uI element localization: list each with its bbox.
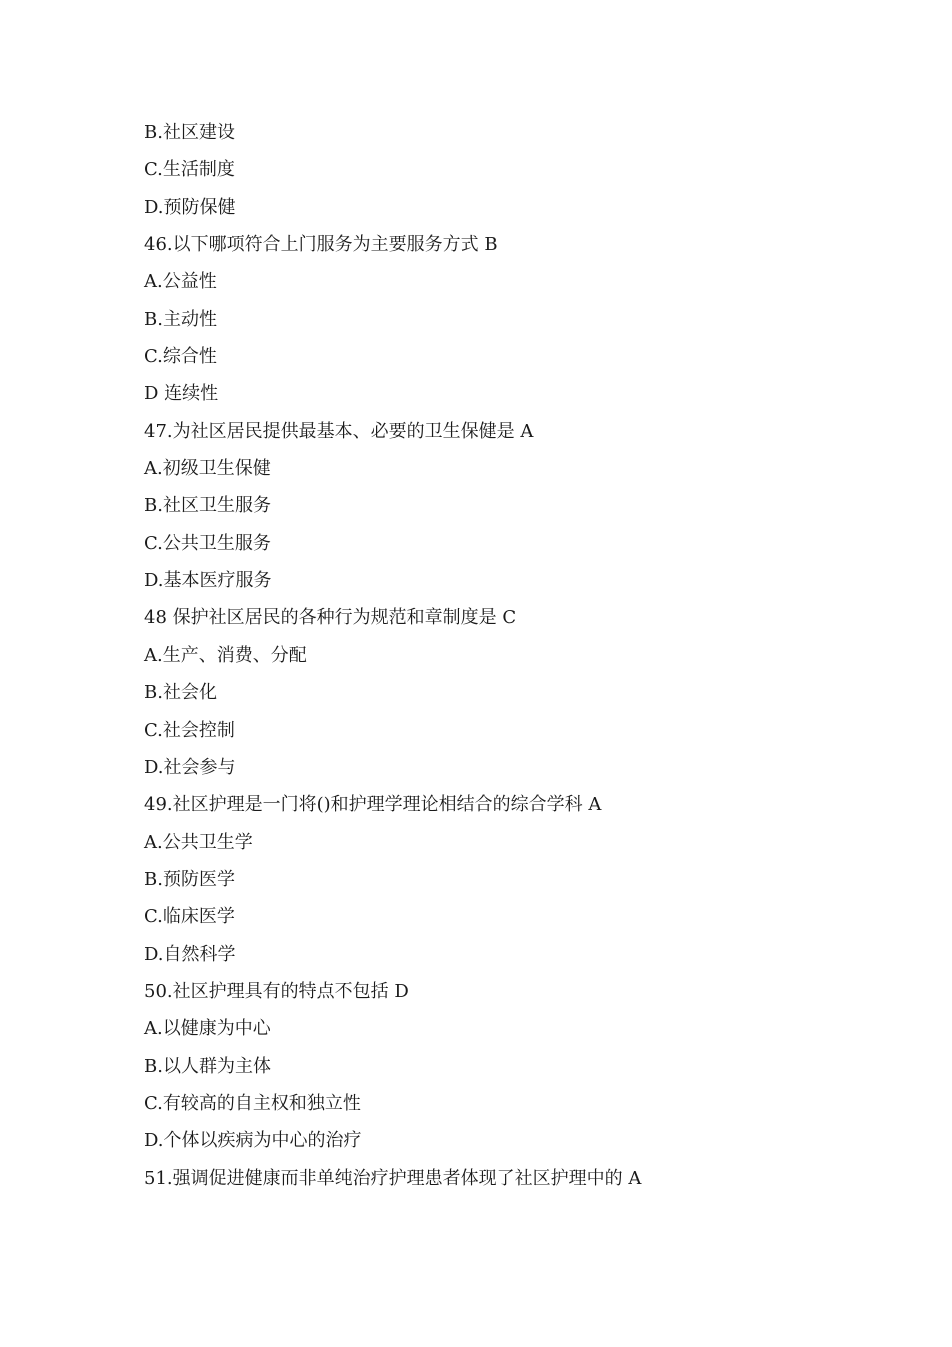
option-line: C.社会控制 [144, 719, 235, 741]
question-line: 51.强调促进健康而非单纯治疗护理患者体现了社区护理中的 A [144, 1167, 642, 1189]
option-line: A.初级卫生保健 [144, 458, 271, 480]
option-line: B.主动性 [144, 308, 217, 330]
question-line: 47.为社区居民提供最基本、必要的卫生保健是 A [144, 420, 534, 442]
option-line: A.公共卫生学 [144, 831, 253, 853]
option-line: C.综合性 [144, 346, 217, 368]
question-line: 50.社区护理具有的特点不包括 D [144, 980, 409, 1002]
option-line: D.个体以疾病为中心的治疗 [144, 1130, 362, 1152]
option-line: A.公益性 [144, 271, 217, 293]
option-line: D.社会参与 [144, 756, 236, 778]
option-line: D.自然科学 [144, 943, 236, 965]
option-line: D.预防保健 [144, 196, 236, 218]
option-line: A.生产、消费、分配 [144, 644, 307, 666]
document-body [144, 117, 844, 1200]
option-line: D.基本医疗服务 [144, 570, 272, 592]
option-line: C.生活制度 [144, 159, 235, 181]
option-line: B.预防医学 [144, 868, 235, 890]
option-line: A.以健康为中心 [144, 1018, 271, 1040]
option-line: B.社会化 [144, 682, 217, 704]
option-line: B.以人群为主体 [144, 1055, 271, 1077]
question-line: 49.社区护理是一门将()和护理学理论相结合的综合学科 A [144, 794, 602, 816]
option-line: D 连续性 [144, 383, 219, 405]
question-line: 48 保护社区居民的各种行为规范和章制度是 C [144, 607, 517, 629]
question-line: 46.以下哪项符合上门服务为主要服务方式 B [144, 234, 498, 256]
option-line: B.社区卫生服务 [144, 495, 271, 517]
option-line: B.社区建设 [144, 122, 235, 143]
option-line: C.公共卫生服务 [144, 532, 271, 554]
option-line: C.临床医学 [144, 906, 235, 928]
option-line: C.有较高的自主权和独立性 [144, 1092, 361, 1114]
